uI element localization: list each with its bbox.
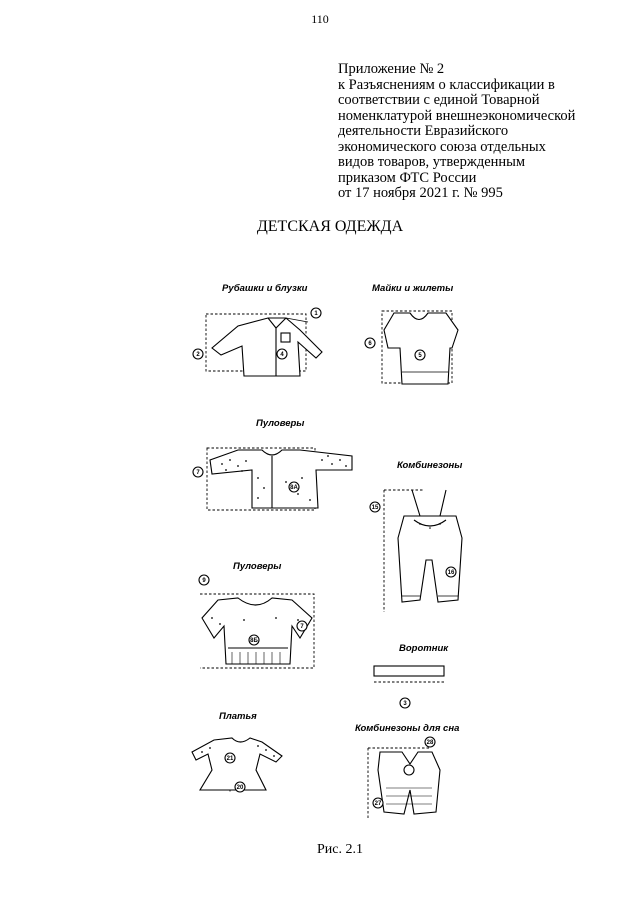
marker [365, 338, 375, 348]
tank-drawing [382, 311, 458, 384]
figure-caption: Рис. 2.1 [317, 842, 363, 857]
marker [235, 782, 245, 792]
appendix-line: приказом ФТС России [338, 169, 477, 186]
marker [289, 482, 299, 492]
marker [415, 350, 425, 360]
marker [373, 798, 383, 808]
marker-text: 7 [300, 624, 304, 631]
appendix-line: номенклатурой внешнеэкономической [338, 107, 576, 124]
label-pullovers-1: Пуловеры [256, 418, 305, 429]
marker-text: 8Б [250, 638, 258, 645]
collar-drawing [374, 666, 444, 682]
marker [277, 349, 287, 359]
appendix-line: к Разъяснениям о классификации в [338, 76, 555, 93]
marker [400, 698, 410, 708]
marker [370, 502, 380, 512]
page-title: ДЕТСКАЯ ОДЕЖДА [256, 218, 404, 235]
overalls-drawing [384, 490, 462, 612]
marker-text: 16 [447, 570, 455, 577]
pullover-1-drawing [207, 448, 352, 510]
marker-text: 3 [403, 701, 407, 708]
marker-text: 5 [418, 353, 422, 360]
appendix-line: видов товаров, утвержденным [338, 154, 526, 170]
appendix-line: соответствии с единой Товарной [338, 92, 540, 108]
appendix-line: Приложение № 2 [338, 61, 445, 77]
marker-text: 2 [196, 352, 200, 359]
marker [297, 621, 307, 631]
label-sleepsuits: Комбинезоны для сна [355, 723, 460, 734]
appendix-line: экономического союза отдельных [338, 138, 546, 155]
marker-text: 20 [236, 785, 244, 792]
marker [193, 349, 203, 359]
page-number: 110 [311, 12, 329, 26]
marker-text: 9 [202, 578, 206, 585]
appendix-line: деятельности Евразийского [338, 123, 509, 139]
marker-text: 8A [290, 485, 298, 492]
marker [249, 635, 259, 645]
appendix-line: от 17 ноября 2021 г. № 995 [338, 185, 503, 201]
label-shirts: Рубашки и блузки [222, 283, 308, 294]
marker-text: 27 [374, 801, 382, 808]
marker-text: 28 [426, 740, 434, 747]
label-collar: Воротник [399, 643, 449, 654]
marker-text: 6 [368, 341, 372, 348]
marker-text: 21 [226, 756, 234, 763]
marker [199, 575, 209, 585]
marker [446, 567, 456, 577]
sleepsuit-drawing [368, 748, 440, 820]
pullover-2-drawing [200, 594, 314, 668]
marker [193, 467, 203, 477]
label-pullovers-2: Пуловеры [233, 561, 282, 572]
marker-text: 1 [314, 311, 318, 318]
label-tanks: Майки и жилеты [372, 283, 454, 294]
label-overalls: Комбинезоны [397, 460, 463, 471]
marker [425, 737, 435, 747]
label-dresses: Платья [219, 711, 257, 722]
shirt-drawing [206, 314, 322, 376]
marker-text: 15 [371, 505, 379, 512]
marker [225, 753, 235, 763]
marker [311, 308, 321, 318]
marker-text: 7 [196, 470, 200, 477]
marker-text: 4 [280, 352, 284, 359]
